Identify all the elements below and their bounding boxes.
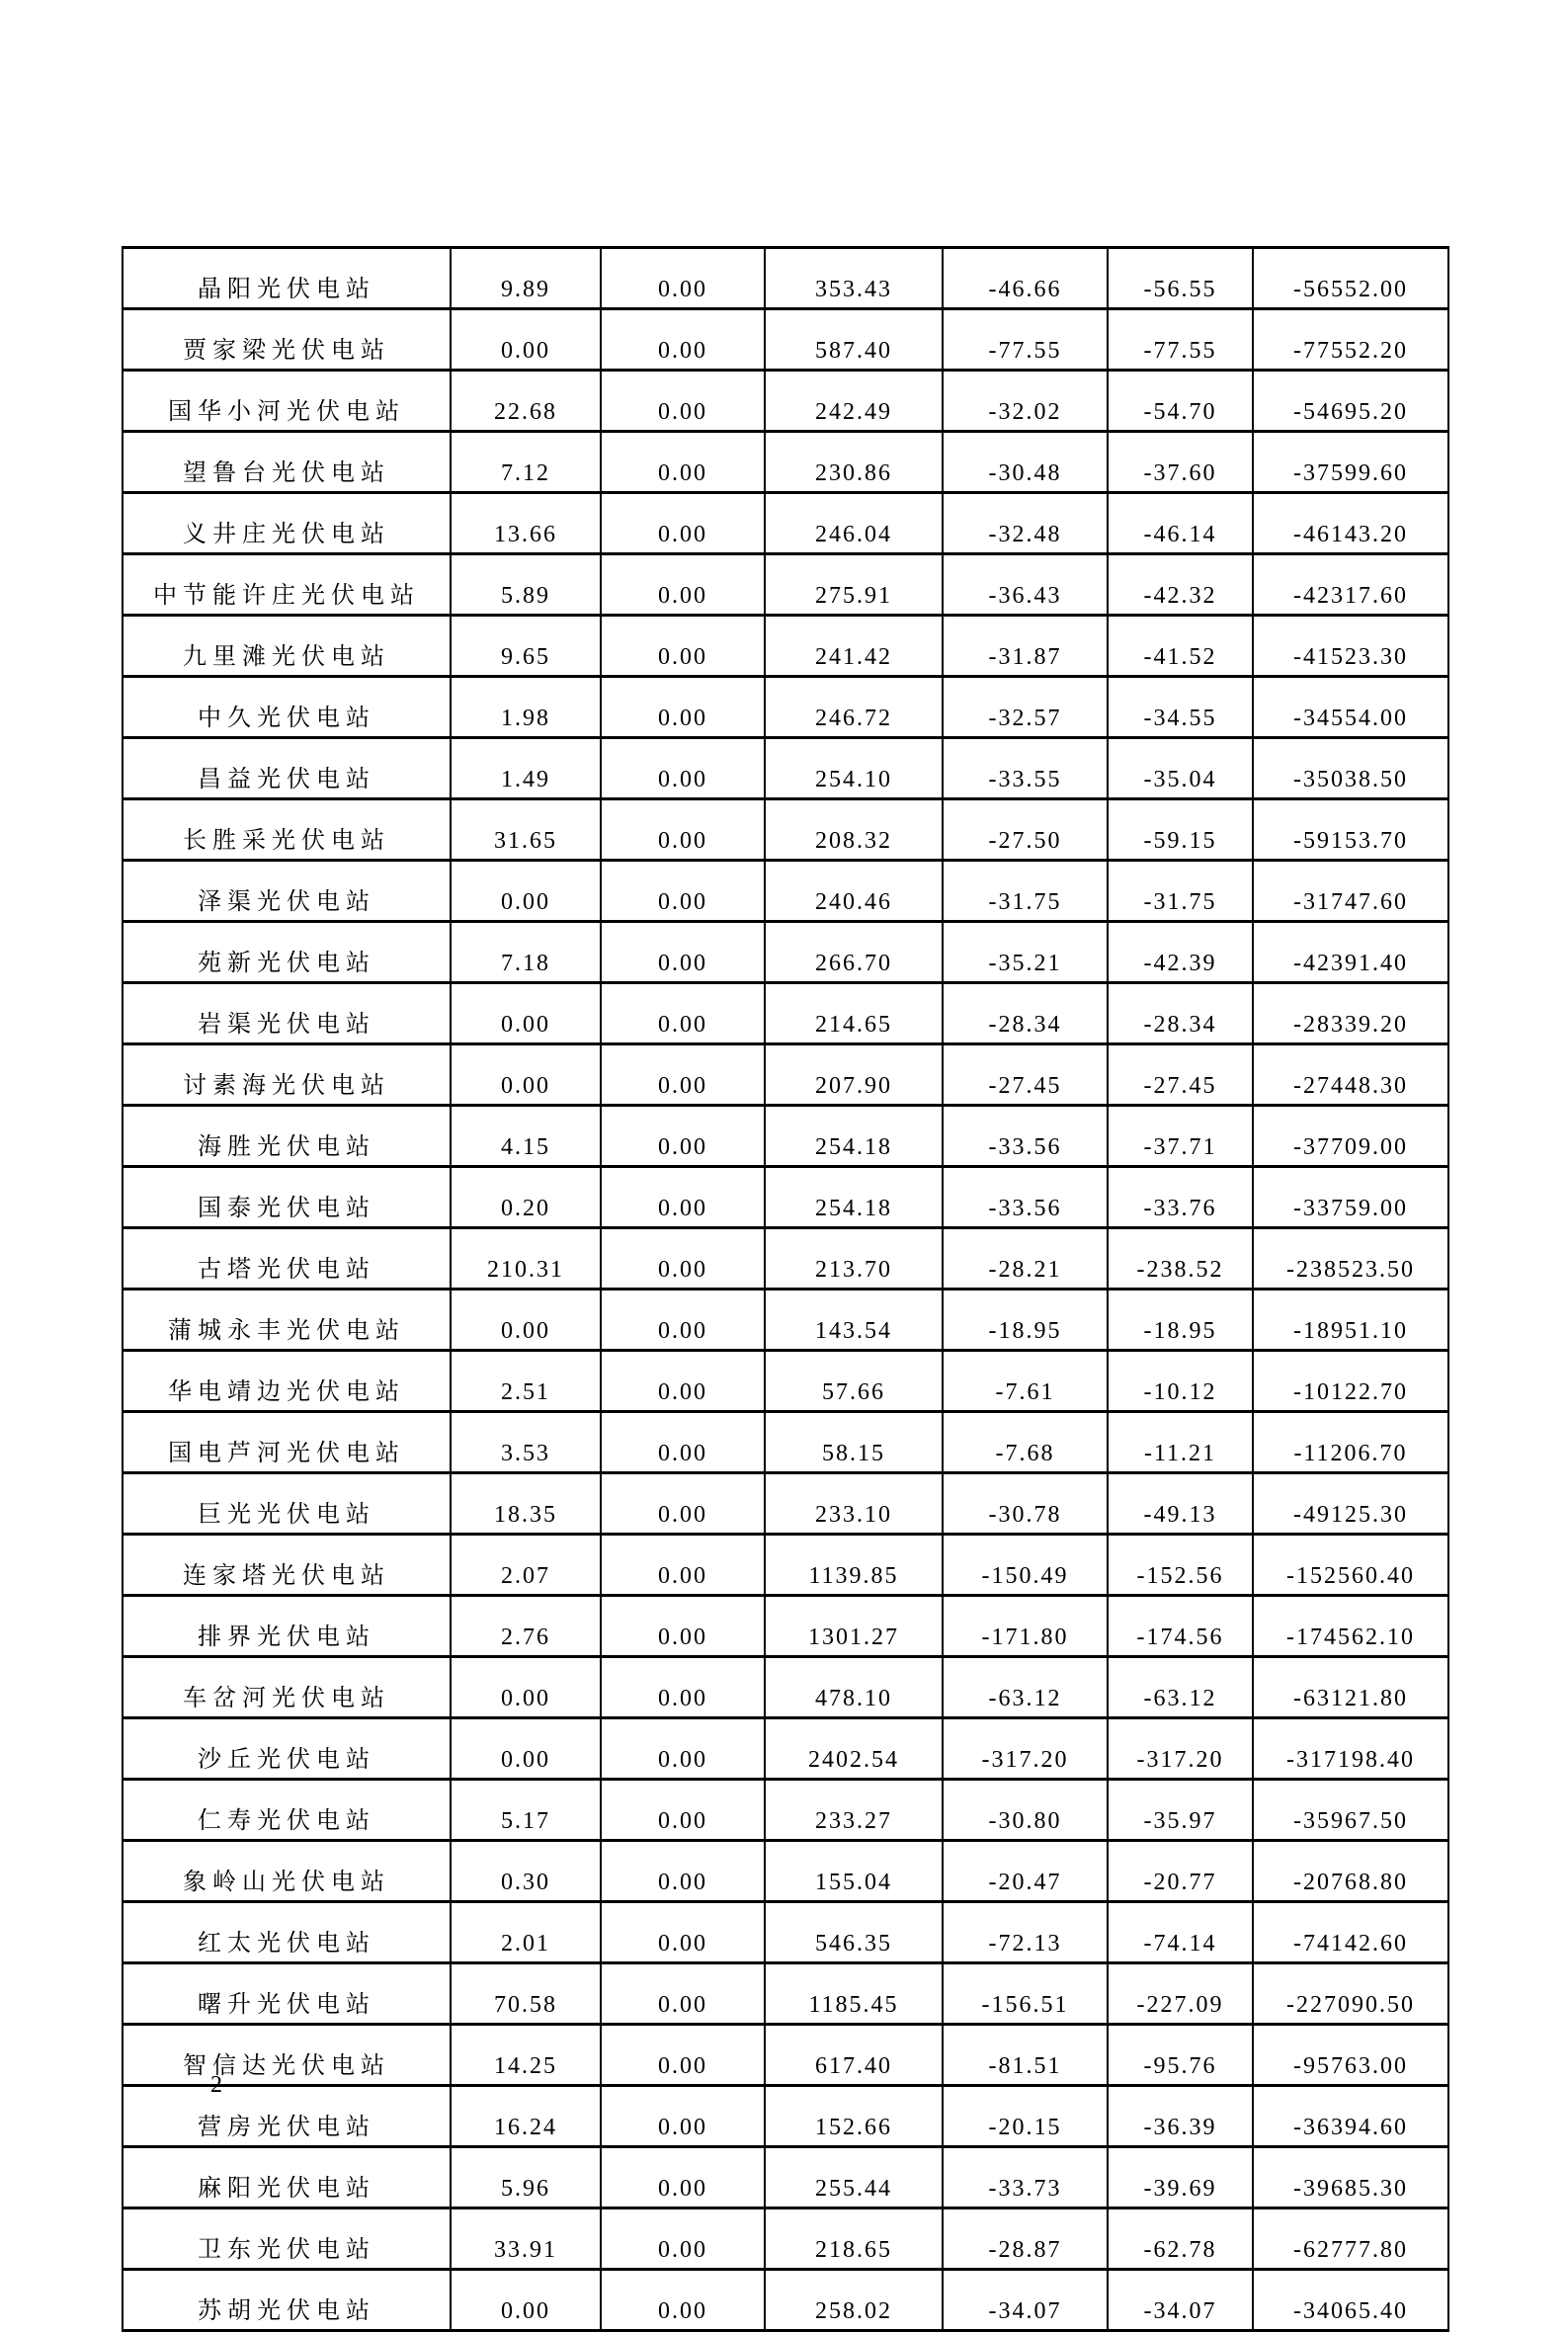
- cell-station-name: 贾家梁光伏电站: [123, 309, 451, 371]
- cell-value-6: -49125.30: [1253, 1473, 1448, 1535]
- cell-value-5: -34.55: [1108, 677, 1253, 738]
- cell-value-4: -30.80: [943, 1780, 1108, 1841]
- cell-value-5: -56.55: [1108, 248, 1253, 309]
- cell-value-2: 0.00: [601, 1535, 765, 1596]
- cell-station-name: 苏胡光伏电站: [123, 2270, 451, 2331]
- cell-value-1: 7.12: [451, 432, 601, 493]
- cell-value-3: 1139.85: [765, 1535, 943, 1596]
- cell-value-1: 0.00: [451, 861, 601, 922]
- cell-value-4: -20.47: [943, 1841, 1108, 1902]
- cell-value-3: 246.72: [765, 677, 943, 738]
- cell-value-1: 0.30: [451, 1841, 601, 1902]
- cell-value-1: 5.96: [451, 2147, 601, 2208]
- cell-value-3: 143.54: [765, 1290, 943, 1351]
- cell-value-6: -35967.50: [1253, 1780, 1448, 1841]
- cell-value-4: -28.21: [943, 1228, 1108, 1290]
- cell-value-2: 0.00: [601, 2025, 765, 2086]
- cell-value-2: 0.00: [601, 2270, 765, 2331]
- table-row: [123, 738, 1448, 799]
- cell-value-2: 0.00: [601, 1106, 765, 1167]
- cell-value-3: 57.66: [765, 1351, 943, 1412]
- cell-value-4: -32.02: [943, 371, 1108, 432]
- cell-value-1: 0.00: [451, 1718, 601, 1780]
- cell-station-name: 车岔河光伏电站: [123, 1657, 451, 1718]
- cell-value-5: -36.39: [1108, 2086, 1253, 2147]
- cell-value-4: -77.55: [943, 309, 1108, 371]
- cell-station-name: 中久光伏电站: [123, 677, 451, 738]
- table-row: [123, 1902, 1448, 1963]
- stations-table-body: [123, 248, 1448, 2331]
- cell-value-6: -42391.40: [1253, 922, 1448, 983]
- cell-value-3: 233.10: [765, 1473, 943, 1535]
- cell-value-3: 241.42: [765, 616, 943, 677]
- cell-value-6: -31747.60: [1253, 861, 1448, 922]
- cell-value-4: -63.12: [943, 1657, 1108, 1718]
- cell-value-6: -28339.20: [1253, 983, 1448, 1044]
- cell-value-4: -28.34: [943, 983, 1108, 1044]
- table-row: [123, 799, 1448, 861]
- table-row: [123, 2086, 1448, 2147]
- cell-value-5: -63.12: [1108, 1657, 1253, 1718]
- cell-value-1: 9.89: [451, 248, 601, 309]
- cell-value-1: 1.49: [451, 738, 601, 799]
- cell-value-3: 254.18: [765, 1167, 943, 1228]
- cell-value-6: -27448.30: [1253, 1044, 1448, 1106]
- cell-value-5: -62.78: [1108, 2208, 1253, 2270]
- table-row: [123, 983, 1448, 1044]
- cell-value-1: 0.00: [451, 1044, 601, 1106]
- cell-value-2: 0.00: [601, 1963, 765, 2025]
- table-row: [123, 1841, 1448, 1902]
- cell-value-2: 0.00: [601, 1718, 765, 1780]
- cell-value-5: -54.70: [1108, 371, 1253, 432]
- cell-value-5: -33.76: [1108, 1167, 1253, 1228]
- cell-value-2: 0.00: [601, 2147, 765, 2208]
- cell-value-3: 2402.54: [765, 1718, 943, 1780]
- cell-station-name: 华电靖边光伏电站: [123, 1351, 451, 1412]
- cell-station-name: 海胜光伏电站: [123, 1106, 451, 1167]
- table-row: [123, 493, 1448, 554]
- cell-value-5: -152.56: [1108, 1535, 1253, 1596]
- table-row: [123, 2270, 1448, 2331]
- table-row: [123, 2147, 1448, 2208]
- cell-value-6: -95763.00: [1253, 2025, 1448, 2086]
- cell-value-6: -10122.70: [1253, 1351, 1448, 1412]
- cell-value-6: -42317.60: [1253, 554, 1448, 616]
- cell-station-name: 象岭山光伏电站: [123, 1841, 451, 1902]
- cell-value-5: -18.95: [1108, 1290, 1253, 1351]
- cell-value-1: 7.18: [451, 922, 601, 983]
- cell-value-3: 152.66: [765, 2086, 943, 2147]
- cell-station-name: 国华小河光伏电站: [123, 371, 451, 432]
- cell-value-5: -28.34: [1108, 983, 1253, 1044]
- cell-value-3: 213.70: [765, 1228, 943, 1290]
- cell-station-name: 望鲁台光伏电站: [123, 432, 451, 493]
- cell-value-4: -32.57: [943, 677, 1108, 738]
- cell-value-4: -32.48: [943, 493, 1108, 554]
- cell-station-name: 长胜采光伏电站: [123, 799, 451, 861]
- cell-station-name: 国泰光伏电站: [123, 1167, 451, 1228]
- cell-value-6: -54695.20: [1253, 371, 1448, 432]
- cell-station-name: 晶阳光伏电站: [123, 248, 451, 309]
- cell-station-name: 营房光伏电站: [123, 2086, 451, 2147]
- stations-table: [122, 246, 1449, 2332]
- cell-value-5: -35.97: [1108, 1780, 1253, 1841]
- cell-station-name: 连家塔光伏电站: [123, 1535, 451, 1596]
- cell-value-3: 58.15: [765, 1412, 943, 1473]
- table-row: [123, 1167, 1448, 1228]
- cell-value-1: 2.07: [451, 1535, 601, 1596]
- cell-value-6: -152560.40: [1253, 1535, 1448, 1596]
- cell-value-4: -46.66: [943, 248, 1108, 309]
- cell-value-2: 0.00: [601, 1902, 765, 1963]
- cell-value-4: -31.87: [943, 616, 1108, 677]
- table-row: [123, 1596, 1448, 1657]
- cell-station-name: 蒲城永丰光伏电站: [123, 1290, 451, 1351]
- table-row: [123, 861, 1448, 922]
- cell-value-2: 0.00: [601, 248, 765, 309]
- cell-value-6: -74142.60: [1253, 1902, 1448, 1963]
- cell-value-2: 0.00: [601, 2208, 765, 2270]
- cell-value-5: -11.21: [1108, 1412, 1253, 1473]
- cell-station-name: 沙丘光伏电站: [123, 1718, 451, 1780]
- cell-value-1: 0.20: [451, 1167, 601, 1228]
- cell-value-6: -317198.40: [1253, 1718, 1448, 1780]
- cell-value-6: -77552.20: [1253, 309, 1448, 371]
- cell-value-1: 210.31: [451, 1228, 601, 1290]
- cell-value-5: -37.71: [1108, 1106, 1253, 1167]
- cell-value-5: -20.77: [1108, 1841, 1253, 1902]
- cell-value-1: 22.68: [451, 371, 601, 432]
- table-row: [123, 248, 1448, 309]
- cell-station-name: 智信达光伏电站: [123, 2025, 451, 2086]
- cell-value-6: -35038.50: [1253, 738, 1448, 799]
- cell-value-5: -37.60: [1108, 432, 1253, 493]
- cell-value-1: 31.65: [451, 799, 601, 861]
- cell-value-5: -227.09: [1108, 1963, 1253, 2025]
- cell-value-1: 5.89: [451, 554, 601, 616]
- cell-value-5: -174.56: [1108, 1596, 1253, 1657]
- cell-station-name: 泽渠光伏电站: [123, 861, 451, 922]
- cell-value-4: -33.55: [943, 738, 1108, 799]
- cell-value-2: 0.00: [601, 1044, 765, 1106]
- cell-value-4: -33.56: [943, 1167, 1108, 1228]
- table-row: [123, 1351, 1448, 1412]
- table-row: [123, 1657, 1448, 1718]
- cell-value-4: -18.95: [943, 1290, 1108, 1351]
- cell-value-1: 1.98: [451, 677, 601, 738]
- cell-value-3: 246.04: [765, 493, 943, 554]
- cell-value-6: -11206.70: [1253, 1412, 1448, 1473]
- table-row: [123, 1290, 1448, 1351]
- cell-value-6: -18951.10: [1253, 1290, 1448, 1351]
- cell-value-4: -30.78: [943, 1473, 1108, 1535]
- table-row: [123, 309, 1448, 371]
- cell-value-4: -7.68: [943, 1412, 1108, 1473]
- cell-value-5: -41.52: [1108, 616, 1253, 677]
- cell-value-6: -20768.80: [1253, 1841, 1448, 1902]
- cell-value-3: 242.49: [765, 371, 943, 432]
- cell-station-name: 麻阳光伏电站: [123, 2147, 451, 2208]
- table-row: [123, 616, 1448, 677]
- table-row: [123, 1412, 1448, 1473]
- cell-value-2: 0.00: [601, 2086, 765, 2147]
- cell-value-1: 0.00: [451, 1657, 601, 1718]
- cell-station-name: 岩渠光伏电站: [123, 983, 451, 1044]
- cell-value-3: 230.86: [765, 432, 943, 493]
- table-row: [123, 1044, 1448, 1106]
- cell-value-5: -31.75: [1108, 861, 1253, 922]
- cell-value-3: 587.40: [765, 309, 943, 371]
- cell-value-5: -49.13: [1108, 1473, 1253, 1535]
- cell-value-4: -20.15: [943, 2086, 1108, 2147]
- cell-value-5: -238.52: [1108, 1228, 1253, 1290]
- cell-value-1: 2.76: [451, 1596, 601, 1657]
- table-row: [123, 371, 1448, 432]
- table-row: [123, 554, 1448, 616]
- cell-value-1: 9.65: [451, 616, 601, 677]
- cell-value-4: -81.51: [943, 2025, 1108, 2086]
- cell-value-1: 2.01: [451, 1902, 601, 1963]
- cell-value-2: 0.00: [601, 861, 765, 922]
- cell-value-1: 70.58: [451, 1963, 601, 2025]
- cell-value-6: -33759.00: [1253, 1167, 1448, 1228]
- cell-value-4: -35.21: [943, 922, 1108, 983]
- cell-value-4: -31.75: [943, 861, 1108, 922]
- cell-value-4: -171.80: [943, 1596, 1108, 1657]
- cell-station-name: 国电芦河光伏电站: [123, 1412, 451, 1473]
- cell-value-6: -36394.60: [1253, 2086, 1448, 2147]
- cell-value-4: -27.45: [943, 1044, 1108, 1106]
- cell-station-name: 古塔光伏电站: [123, 1228, 451, 1290]
- cell-value-2: 0.00: [601, 1167, 765, 1228]
- cell-value-1: 13.66: [451, 493, 601, 554]
- cell-station-name: 排界光伏电站: [123, 1596, 451, 1657]
- table-row: [123, 922, 1448, 983]
- cell-value-2: 0.00: [601, 677, 765, 738]
- cell-value-5: -39.69: [1108, 2147, 1253, 2208]
- cell-value-6: -34554.00: [1253, 677, 1448, 738]
- cell-value-1: 0.00: [451, 1290, 601, 1351]
- cell-value-4: -156.51: [943, 1963, 1108, 2025]
- cell-value-5: -74.14: [1108, 1902, 1253, 1963]
- table-row: [123, 1473, 1448, 1535]
- cell-value-4: -33.56: [943, 1106, 1108, 1167]
- cell-value-2: 0.00: [601, 309, 765, 371]
- cell-value-2: 0.00: [601, 1351, 765, 1412]
- cell-value-2: 0.00: [601, 1657, 765, 1718]
- cell-value-2: 0.00: [601, 371, 765, 432]
- cell-value-2: 0.00: [601, 983, 765, 1044]
- cell-value-3: 214.65: [765, 983, 943, 1044]
- cell-value-1: 0.00: [451, 2270, 601, 2331]
- page-number: —2—: [186, 2072, 248, 2098]
- cell-value-2: 0.00: [601, 799, 765, 861]
- cell-value-5: -95.76: [1108, 2025, 1253, 2086]
- cell-value-6: -174562.10: [1253, 1596, 1448, 1657]
- cell-value-4: -317.20: [943, 1718, 1108, 1780]
- cell-value-6: -34065.40: [1253, 2270, 1448, 2331]
- cell-value-2: 0.00: [601, 1473, 765, 1535]
- cell-value-2: 0.00: [601, 493, 765, 554]
- cell-value-5: -34.07: [1108, 2270, 1253, 2331]
- table-row: [123, 1780, 1448, 1841]
- cell-value-1: 3.53: [451, 1412, 601, 1473]
- table-row: [123, 432, 1448, 493]
- cell-value-3: 478.10: [765, 1657, 943, 1718]
- cell-value-6: -227090.50: [1253, 1963, 1448, 2025]
- cell-value-4: -34.07: [943, 2270, 1108, 2331]
- cell-value-4: -27.50: [943, 799, 1108, 861]
- cell-value-2: 0.00: [601, 616, 765, 677]
- cell-value-6: -39685.30: [1253, 2147, 1448, 2208]
- cell-value-3: 617.40: [765, 2025, 943, 2086]
- cell-value-3: 218.65: [765, 2208, 943, 2270]
- cell-value-4: -30.48: [943, 432, 1108, 493]
- cell-value-2: 0.00: [601, 1290, 765, 1351]
- cell-value-2: 0.00: [601, 738, 765, 799]
- cell-value-4: -72.13: [943, 1902, 1108, 1963]
- cell-value-3: 254.10: [765, 738, 943, 799]
- cell-value-1: 14.25: [451, 2025, 601, 2086]
- table-row: [123, 1106, 1448, 1167]
- cell-value-3: 255.44: [765, 2147, 943, 2208]
- cell-value-1: 0.00: [451, 983, 601, 1044]
- cell-value-1: 16.24: [451, 2086, 601, 2147]
- cell-value-5: -46.14: [1108, 493, 1253, 554]
- table-row: [123, 1718, 1448, 1780]
- cell-value-2: 0.00: [601, 1228, 765, 1290]
- cell-value-4: -33.73: [943, 2147, 1108, 2208]
- cell-value-1: 18.35: [451, 1473, 601, 1535]
- cell-value-6: -59153.70: [1253, 799, 1448, 861]
- cell-value-1: 33.91: [451, 2208, 601, 2270]
- cell-value-3: 207.90: [765, 1044, 943, 1106]
- cell-value-6: -56552.00: [1253, 248, 1448, 309]
- cell-value-3: 240.46: [765, 861, 943, 922]
- cell-station-name: 九里滩光伏电站: [123, 616, 451, 677]
- cell-value-3: 254.18: [765, 1106, 943, 1167]
- table-row: [123, 2025, 1448, 2086]
- cell-value-6: -62777.80: [1253, 2208, 1448, 2270]
- cell-station-name: 红太光伏电站: [123, 1902, 451, 1963]
- table-row: [123, 1228, 1448, 1290]
- cell-station-name: 仁寿光伏电站: [123, 1780, 451, 1841]
- table-row: [123, 1963, 1448, 2025]
- cell-value-5: -27.45: [1108, 1044, 1253, 1106]
- cell-value-3: 233.27: [765, 1780, 943, 1841]
- cell-station-name: 讨素海光伏电站: [123, 1044, 451, 1106]
- cell-station-name: 巨光光伏电站: [123, 1473, 451, 1535]
- cell-value-2: 0.00: [601, 432, 765, 493]
- cell-value-5: -42.32: [1108, 554, 1253, 616]
- cell-station-name: 昌益光伏电站: [123, 738, 451, 799]
- cell-station-name: 苑新光伏电站: [123, 922, 451, 983]
- cell-value-5: -35.04: [1108, 738, 1253, 799]
- cell-value-6: -238523.50: [1253, 1228, 1448, 1290]
- cell-value-2: 0.00: [601, 1780, 765, 1841]
- table-row: [123, 2208, 1448, 2270]
- cell-value-4: -36.43: [943, 554, 1108, 616]
- cell-value-6: -37599.60: [1253, 432, 1448, 493]
- cell-value-1: 4.15: [451, 1106, 601, 1167]
- cell-value-4: -150.49: [943, 1535, 1108, 1596]
- cell-value-2: 0.00: [601, 922, 765, 983]
- cell-value-4: -7.61: [943, 1351, 1108, 1412]
- cell-value-3: 1301.27: [765, 1596, 943, 1657]
- table-row: [123, 677, 1448, 738]
- cell-value-6: -37709.00: [1253, 1106, 1448, 1167]
- cell-value-3: 208.32: [765, 799, 943, 861]
- cell-value-3: 1185.45: [765, 1963, 943, 2025]
- cell-value-3: 546.35: [765, 1902, 943, 1963]
- table-row: [123, 1535, 1448, 1596]
- cell-value-2: 0.00: [601, 554, 765, 616]
- cell-value-2: 0.00: [601, 1596, 765, 1657]
- cell-value-5: -317.20: [1108, 1718, 1253, 1780]
- cell-value-1: 2.51: [451, 1351, 601, 1412]
- cell-value-3: 266.70: [765, 922, 943, 983]
- cell-value-5: -42.39: [1108, 922, 1253, 983]
- cell-value-6: -46143.20: [1253, 493, 1448, 554]
- cell-value-5: -77.55: [1108, 309, 1253, 371]
- cell-value-4: -28.87: [943, 2208, 1108, 2270]
- cell-value-3: 275.91: [765, 554, 943, 616]
- cell-station-name: 卫东光伏电站: [123, 2208, 451, 2270]
- cell-value-3: 353.43: [765, 248, 943, 309]
- cell-station-name: 中节能许庄光伏电站: [123, 554, 451, 616]
- cell-value-1: 0.00: [451, 309, 601, 371]
- cell-value-5: -59.15: [1108, 799, 1253, 861]
- cell-value-2: 0.00: [601, 1412, 765, 1473]
- cell-value-3: 258.02: [765, 2270, 943, 2331]
- cell-value-3: 155.04: [765, 1841, 943, 1902]
- cell-station-name: 义井庄光伏电站: [123, 493, 451, 554]
- cell-station-name: 曙升光伏电站: [123, 1963, 451, 2025]
- cell-value-6: -63121.80: [1253, 1657, 1448, 1718]
- cell-value-5: -10.12: [1108, 1351, 1253, 1412]
- cell-value-6: -41523.30: [1253, 616, 1448, 677]
- cell-value-1: 5.17: [451, 1780, 601, 1841]
- cell-value-2: 0.00: [601, 1841, 765, 1902]
